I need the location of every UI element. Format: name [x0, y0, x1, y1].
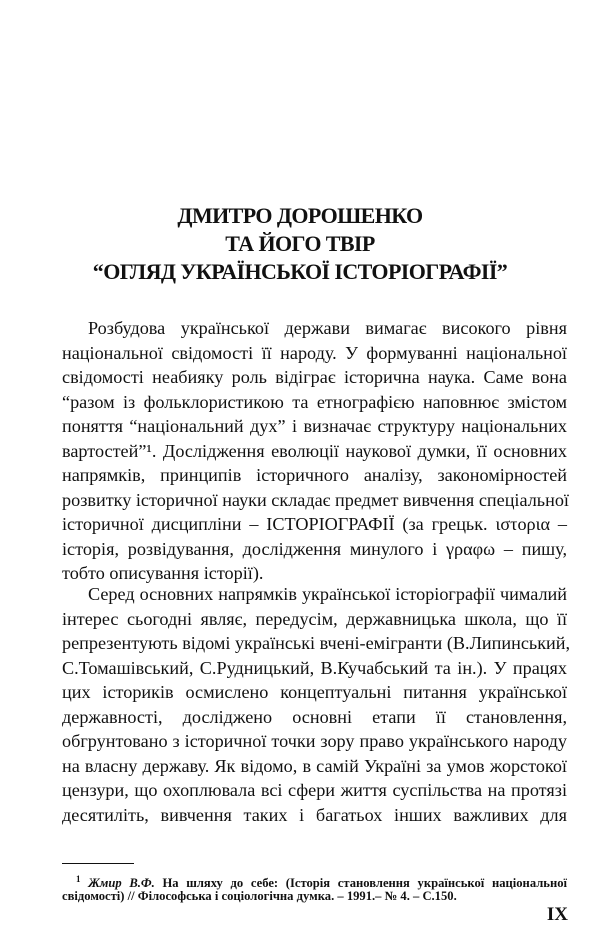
text-line: свідомості неабияку роль відіграє історична наука. Саме вона	[62, 367, 567, 387]
text-line: тобто описування історії).	[62, 563, 264, 583]
text-line: поняття “національний дух” і визначає структуру національних	[62, 416, 567, 436]
title-line: ТА ЙОГО ТВІР	[225, 231, 375, 256]
footnote-marker: 1	[76, 874, 81, 884]
text-line: розвитку історичної науки складає предмет вивчення спеціальної	[62, 489, 569, 510]
text-line: напрямків, принципів історичного аналізу, закономірностей	[62, 465, 567, 485]
text-line: цензури, що охоплювала всі сфери життя суспільства на протязі	[62, 780, 567, 800]
footnote-divider	[62, 863, 134, 864]
footnote	[62, 871, 567, 905]
text-line: цих істориків осмислено концептуальні питання української	[62, 682, 567, 702]
footnote-author: Жмир В.Ф.	[88, 876, 155, 891]
text-line: репрезентують відомі українські вчені-емігранти (В.Липинський,	[62, 633, 571, 653]
text-line: Серед основних напрямків української історіографії чималий	[88, 584, 567, 604]
text-line: Розбудова української держави вимагає високого рівня	[88, 318, 567, 338]
text-line: С.Томашівський, С.Рудницький, В.Кучабський та ін.). У працях	[62, 657, 567, 678]
text-line: державності, досліджено основні етапи її становлення,	[62, 706, 567, 727]
text-line: десятиліть, вивчення таких і багатьох інших важливих для	[62, 804, 567, 825]
paragraph-2	[62, 582, 571, 827]
footnote-text: свідомості) // Філософська і соціологічна думка. – 1991.– № 4. – С.150.	[62, 889, 457, 903]
title-line: “ОГЛЯД УКРАЇНСЬКОЇ ІСТОРІОГРАФІЇ”	[92, 259, 508, 284]
text-line: “разом із фольклористикою та етнографією наповнює змістом	[62, 391, 567, 412]
chapter-title	[0, 202, 600, 286]
text-line: історія, розвідування, дослідження минулого і γραφω – пишу,	[62, 538, 567, 559]
text-line: інтерес сьогодні являє, передусім, державницька школа, що її	[62, 608, 567, 629]
text-line: обгрунтовано з історичної точки зору право українського народу	[62, 731, 567, 751]
text-line: національної свідомості її народу. У формуванні національної	[62, 342, 567, 363]
footnote-text: На шляху до себе: (Історія становлення української національної	[162, 876, 568, 891]
text-line: вартостей”¹. Дослідження еволюції наукової думки, її основних	[62, 440, 567, 461]
paragraph-1	[62, 316, 567, 586]
page-number: IX	[546, 904, 568, 925]
title-line: ДМИТРО ДОРОШЕНКО	[177, 203, 423, 228]
text-line: історичної дисципліни – ІСТОРІОГРАФІЇ (за грецьк. ιστορια –	[62, 514, 567, 534]
text-line: на власну державу. Як відомо, в самій Україні за умов жорстокої	[62, 755, 567, 776]
